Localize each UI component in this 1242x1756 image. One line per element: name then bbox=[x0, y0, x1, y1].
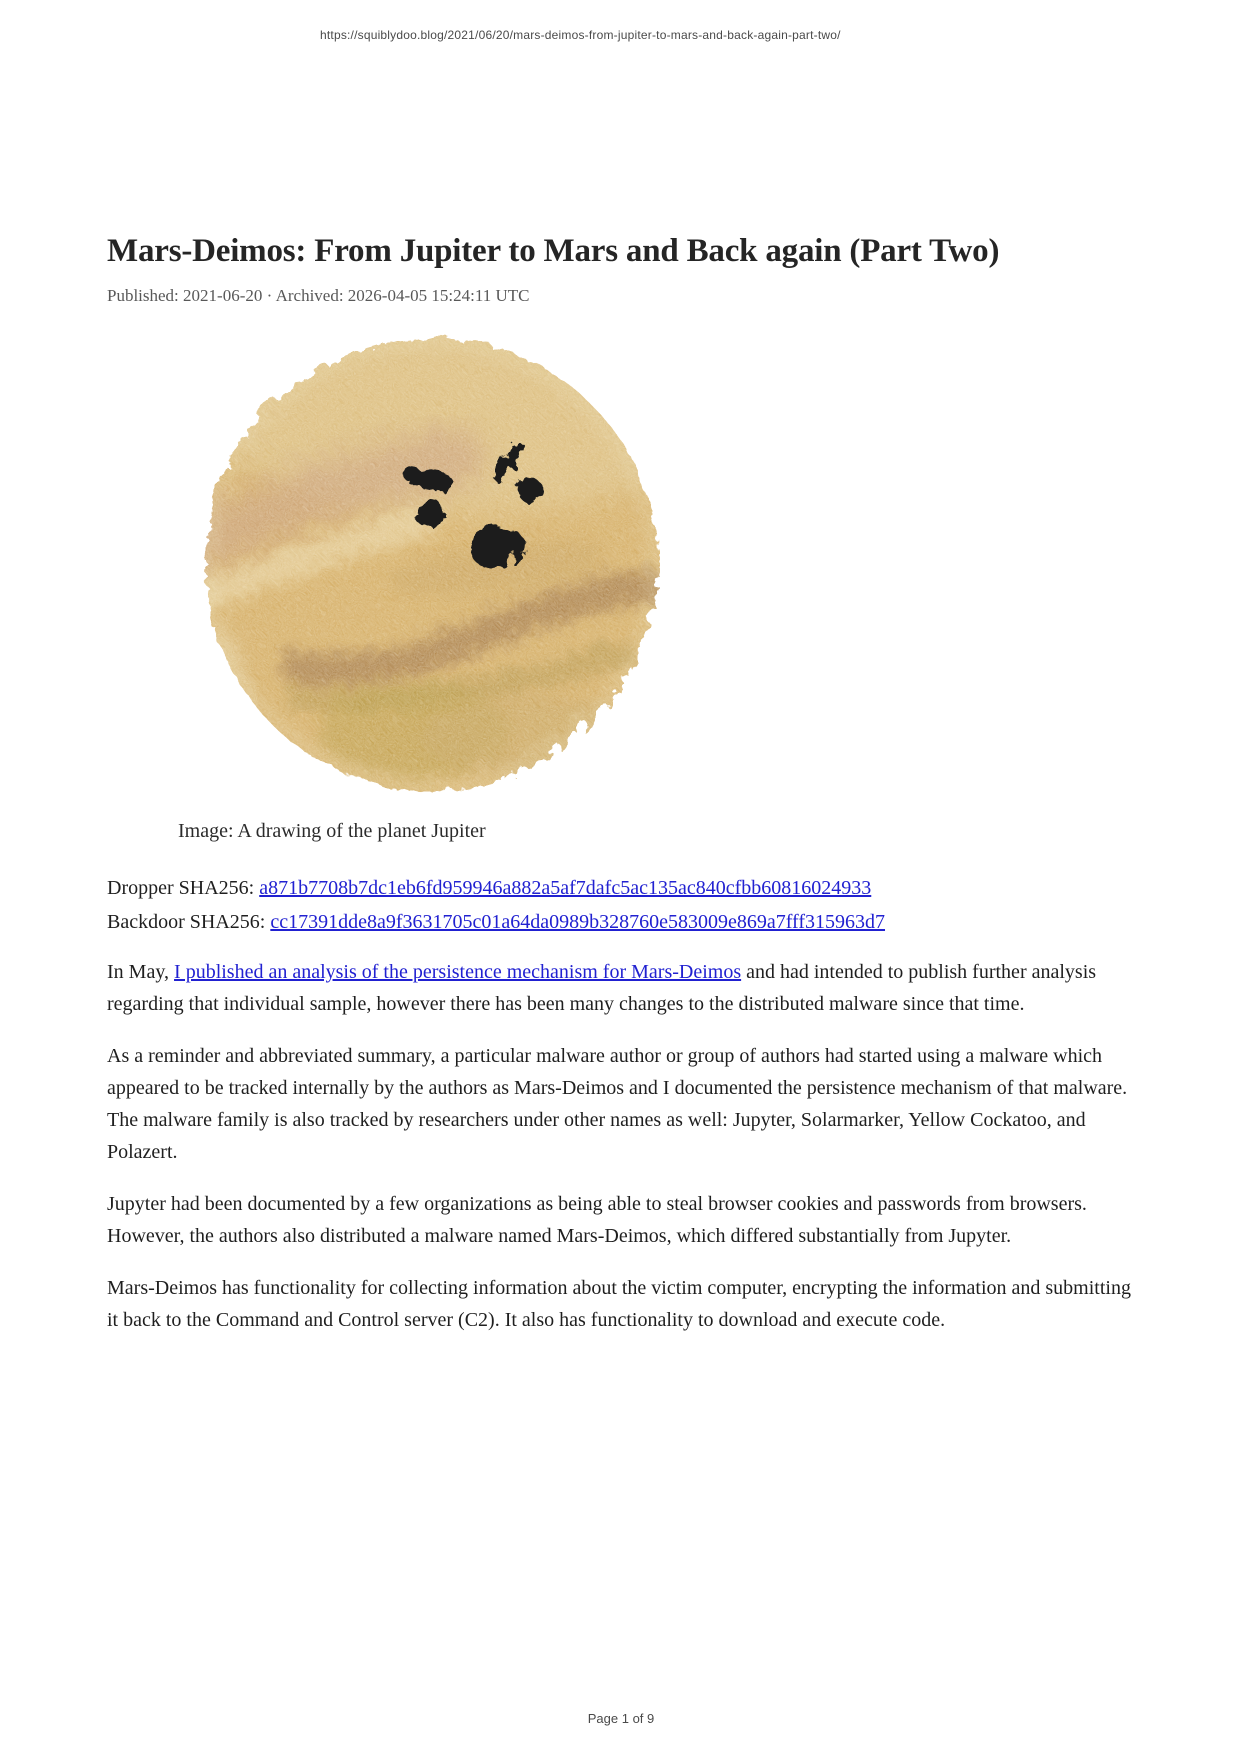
image-caption: Image: A drawing of the planet Jupiter bbox=[178, 820, 486, 842]
article-hero-image bbox=[160, 303, 660, 803]
backdoor-hash-link[interactable]: cc17391dde8a9f3631705c01a64da0989b328760e583009e869a7fff315963d7 bbox=[270, 910, 886, 933]
article-body bbox=[107, 956, 1140, 1356]
paragraph-4: Mars-Deimos has functionality for collecting information about the victim computer, encrypting the information and submitting it back to the Command and Control server (C2). It also has functionality to download and execute code. bbox=[107, 1277, 1131, 1331]
print-header-url: https://squiblydoo.blog/2021/06/20/mars-deimos-from-jupiter-to-mars-and-back-again-part-two/ bbox=[320, 28, 841, 42]
page-title: Mars-Deimos: From Jupiter to Mars and Back again (Part Two) bbox=[107, 233, 1000, 270]
published-archived-meta: Published: 2021-06-20 · Archived: 2026-04-05 15:24:11 UTC bbox=[107, 286, 530, 305]
backdoor-hash-label: Backdoor SHA256: bbox=[107, 910, 271, 933]
paragraph-2: As a reminder and abbreviated summary, a particular malware author or group of authors had started using a malware which appeared to be tracked internally by the authors as Mars-Deimos and I documented the persistence mechanism of that malware. The malware family is also tracked by researchers under other names as well: Jupyter, Solarmarker, Yellow Cockatoo, and Polazert. bbox=[107, 1045, 1128, 1163]
jupiter-drawing-image bbox=[160, 303, 660, 803]
hash-list bbox=[107, 872, 885, 939]
backdoor-hash-line bbox=[107, 906, 885, 940]
dropper-hash-line bbox=[107, 872, 885, 906]
persistence-analysis-link[interactable]: I published an analysis of the persistence mechanism for Mars-Deimos bbox=[174, 961, 742, 983]
paragraph-3: Jupyter had been documented by a few organizations as being able to steal browser cookies and passwords from browsers. However, the authors also distributed a malware named Mars-Deimos, which differed substantially from Jupyter. bbox=[107, 1193, 1087, 1247]
paragraph-1-pre: In May, bbox=[107, 961, 175, 983]
dropper-hash-label: Dropper SHA256: bbox=[107, 877, 260, 899]
page-number-footer: Page 1 of 9 bbox=[587, 1711, 655, 1726]
paragraph-1-post: and had intended to publish further analysis regarding that individual sample, however there has been many changes to the distributed malware since that time. bbox=[107, 961, 1097, 1015]
paragraph-1 bbox=[107, 956, 1140, 1020]
dropper-hash-link[interactable]: a871b7708b7dc1eb6fd959946a882a5af7dafc5ac135ac840cfbb60816024933 bbox=[259, 877, 872, 899]
